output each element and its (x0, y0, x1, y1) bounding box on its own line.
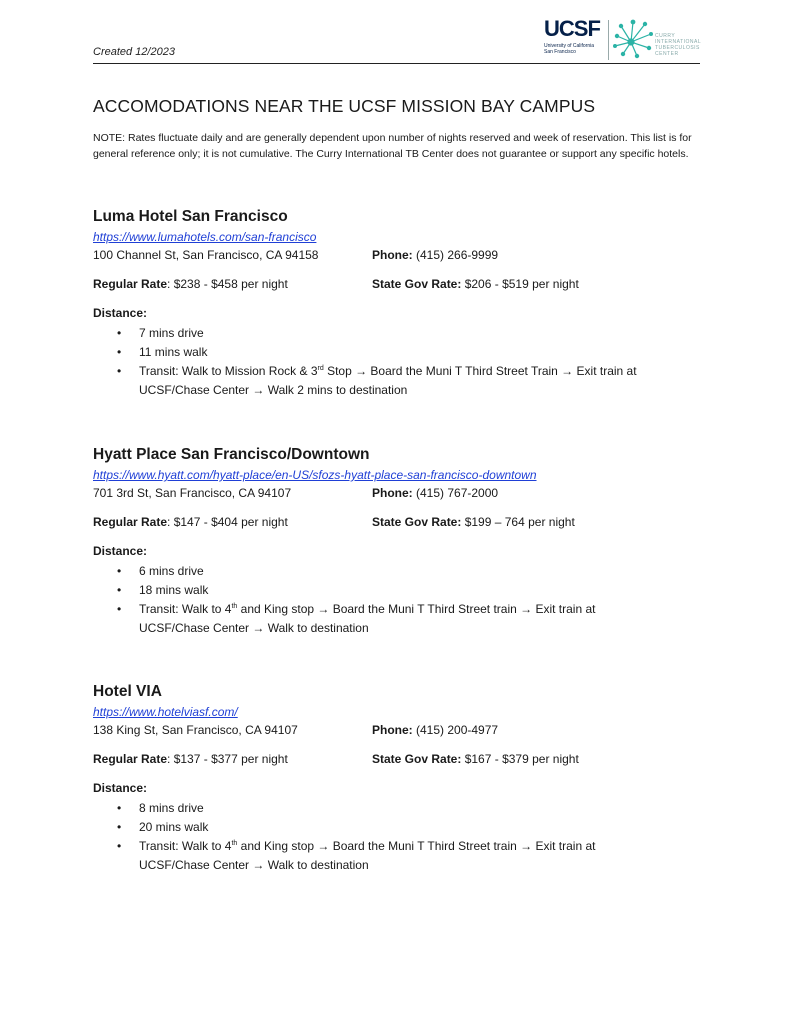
regular-rate: Regular Rate: $238 - $458 per night (93, 277, 288, 291)
page-title: ACCOMODATIONS NEAR THE UCSF MISSION BAY CAMPUS (93, 96, 596, 116)
phone-label: Phone: (372, 486, 413, 500)
regular-rate-value: $238 - $458 per night (173, 277, 288, 291)
hotel-address: 100 Channel St, San Francisco, CA 94158 (93, 248, 319, 262)
rates-row (93, 750, 703, 768)
curry-logo-line: CENTER (655, 51, 679, 57)
distance-label: Distance: (93, 781, 148, 795)
ucsf-logo-line1: University of California (544, 43, 595, 49)
transit-text: and King stop → Board the Muni T Third Street train → Exit train at (237, 839, 596, 853)
transit-text: and King stop → Board the Muni T Third Street train → Exit train at (237, 602, 596, 616)
curry-logo-line: INTERNATIONAL (655, 39, 702, 45)
regular-rate-value: $137 - $377 per night (173, 752, 288, 766)
list-item: • 6 mins drive (117, 564, 204, 578)
regular-rate: Regular Rate: $147 - $404 per night (93, 515, 288, 529)
regular-rate-label: Regular Rate (93, 515, 168, 529)
hotel-address: 701 3rd St, San Francisco, CA 94107 (93, 486, 292, 500)
drive-time: 8 mins drive (139, 801, 204, 815)
drive-time: 7 mins drive (139, 326, 204, 340)
phone-label: Phone: (372, 723, 413, 737)
curry-logo-text (655, 33, 701, 57)
transit-text: Transit: Walk to 4 (139, 839, 232, 853)
address-phone-row (93, 484, 703, 502)
hotel-card-hyatt-place (93, 444, 703, 638)
phone-field (372, 246, 498, 264)
list-item: • 20 mins walk (117, 820, 209, 834)
list-item: • 7 mins drive (117, 326, 204, 340)
regular-rate-label: Regular Rate (93, 277, 168, 291)
phone-value: (415) 767-2000 (416, 486, 499, 500)
created-date: Created 12/2023 (93, 46, 175, 58)
state-rate-label: State Gov Rate: (372, 752, 462, 766)
transit-text: UCSF/Chase Center → Walk 2 mins to destination (139, 383, 408, 397)
distance-list (93, 324, 703, 400)
list-item: • 8 mins drive (117, 801, 204, 815)
rates-row (93, 275, 703, 293)
list-item: • 11 mins walk (117, 345, 208, 359)
ucsf-logo-mark: UCSF (544, 16, 600, 41)
hotel-address: 138 King St, San Francisco, CA 94107 (93, 723, 298, 737)
regular-rate: Regular Rate: $137 - $377 per night (93, 752, 288, 766)
transit-text: UCSF/Chase Center → Walk to destination (139, 858, 369, 872)
distance-label: Distance: (93, 544, 148, 558)
page-header (93, 14, 700, 64)
phone-field (372, 484, 498, 502)
curry-center-logo (613, 16, 703, 64)
state-rate-value: $199 – 764 per night (464, 515, 575, 529)
state-rate (372, 275, 579, 293)
list-item: • Transit: Walk to 4th and King stop → Board the Muni T Third Street train → Exit train at UCSF/Chase Center → Walk to destination (117, 839, 596, 872)
transit-text: Transit: Walk to Mission Rock & 3 (139, 364, 318, 378)
list-item: • Transit: Walk to Mission Rock & 3rd Stop → Board the Muni T Third Street Train → Exit train at UCSF/Chase Center → Walk 2 mins to destination (117, 364, 637, 397)
hotel-name: Hotel VIA (93, 683, 162, 700)
curry-logo-line: TUBERCULOSIS (655, 45, 700, 51)
hotel-name: Hyatt Place San Francisco/Downtown (93, 446, 370, 463)
state-rate (372, 513, 575, 531)
regular-rate-label: Regular Rate (93, 752, 168, 766)
ucsf-logo (544, 18, 604, 64)
transit-text: Stop → Board the Muni T Third Street Train → Exit train at (323, 364, 637, 378)
hotel-website-link[interactable]: https://www.hyatt.com/hyatt-place/en-US/sfozs-hyatt-place-san-francisco-downtown (93, 468, 537, 482)
walk-time: 18 mins walk (139, 583, 209, 597)
address-phone-row (93, 246, 703, 264)
phone-field (372, 721, 498, 739)
distance-list (93, 799, 703, 875)
state-rate-label: State Gov Rate: (372, 277, 462, 291)
distance-list (93, 562, 703, 638)
list-item: • 18 mins walk (117, 583, 209, 597)
distance-label: Distance: (93, 306, 148, 320)
state-rate-value: $206 - $519 per night (464, 277, 579, 291)
phone-label: Phone: (372, 248, 413, 262)
ordinal-suffix: rd (317, 365, 324, 372)
hotel-name: Luma Hotel San Francisco (93, 208, 288, 225)
rates-row (93, 513, 703, 531)
drive-time: 6 mins drive (139, 564, 204, 578)
list-item: • Transit: Walk to 4th and King stop → Board the Muni T Third Street train → Exit train at UCSF/Chase Center → Walk to destination (117, 602, 596, 635)
state-rate-value: $167 - $379 per night (464, 752, 579, 766)
state-rate-label: State Gov Rate: (372, 515, 462, 529)
walk-time: 20 mins walk (139, 820, 209, 834)
hotel-website-link[interactable]: https://www.hotelviasf.com/ (93, 705, 238, 719)
state-rate (372, 750, 579, 768)
ucsf-logo-line2: San Francisco (544, 49, 576, 55)
phone-value: (415) 200-4977 (416, 723, 499, 737)
walk-time: 11 mins walk (139, 345, 208, 359)
hotel-card-luma (93, 206, 703, 400)
transit-text: UCSF/Chase Center → Walk to destination (139, 621, 369, 635)
address-phone-row (93, 721, 703, 739)
ordinal-suffix: th (231, 603, 238, 610)
regular-rate-value: $147 - $404 per night (173, 515, 288, 529)
header-rule (93, 63, 700, 64)
disclaimer-note: NOTE: Rates fluctuate daily and are generally dependent upon number of nights reserved and week of reservation. This list is for general reference only; it is not cumulative. The Curry International TB Center does not guarantee or support any specific hotels. (93, 132, 692, 160)
phone-value: (415) 266-9999 (416, 248, 499, 262)
transit-text: Transit: Walk to 4 (139, 602, 232, 616)
curry-burst-icon (613, 16, 655, 60)
ordinal-suffix: th (231, 840, 238, 847)
hotel-website-link[interactable]: https://www.lumahotels.com/san-francisco (93, 230, 317, 244)
logo-divider (608, 20, 609, 60)
hotel-card-hotel-via (93, 681, 703, 875)
curry-logo-line: CURRY (655, 33, 676, 39)
